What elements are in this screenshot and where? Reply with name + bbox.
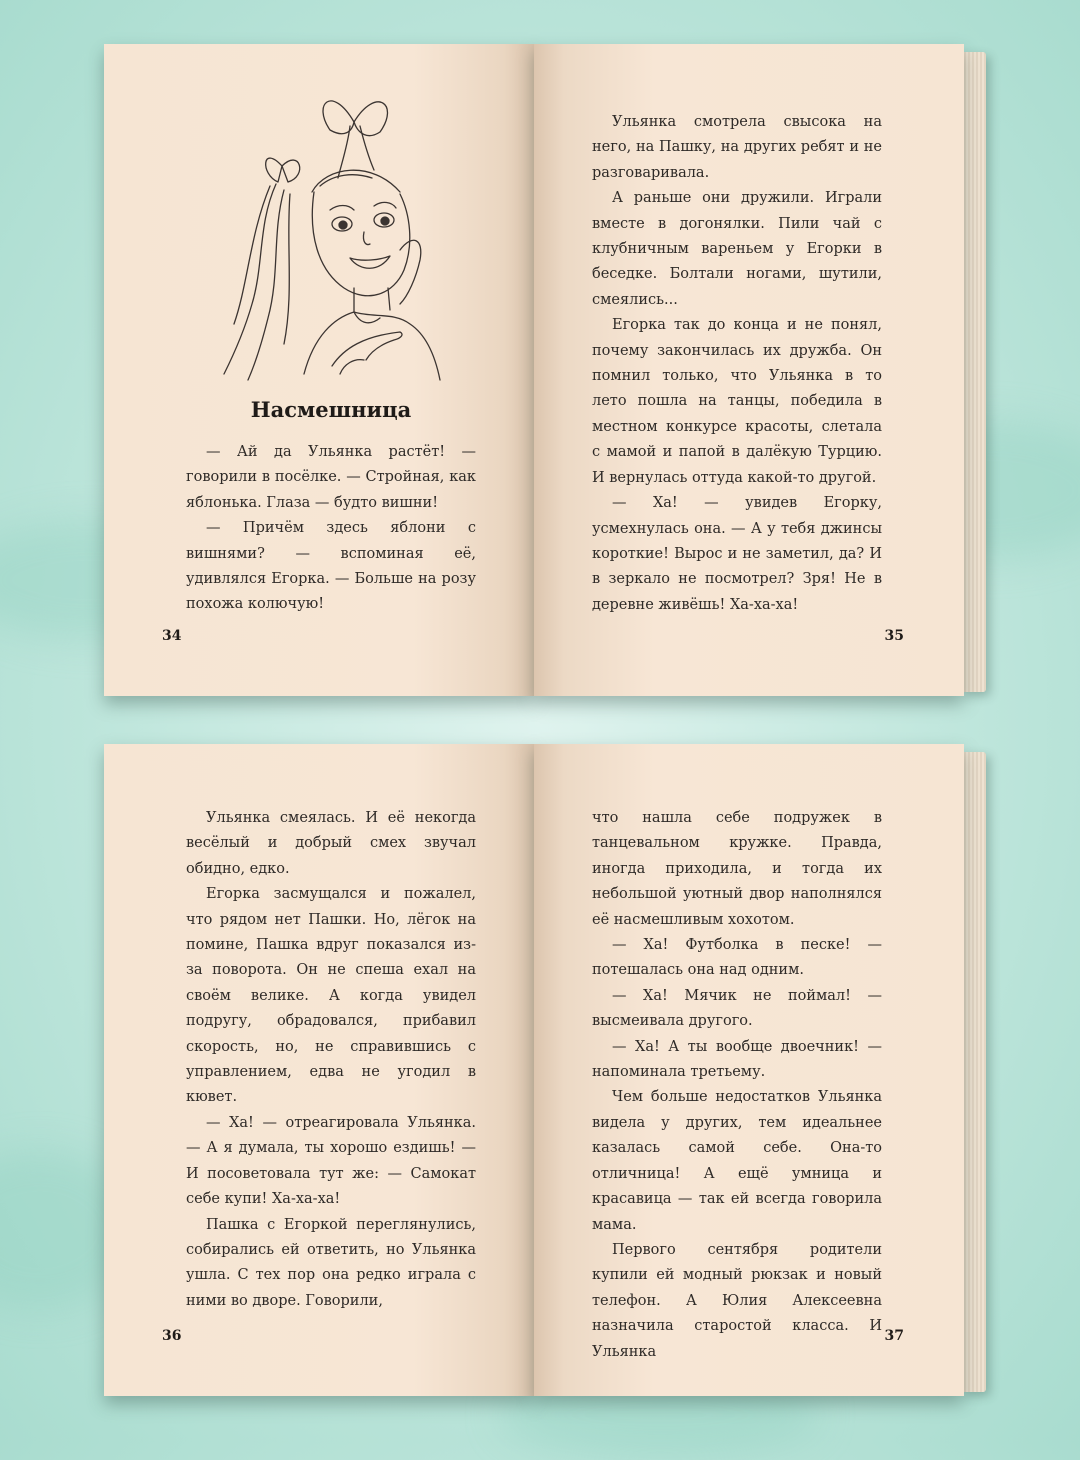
page-edges xyxy=(962,752,986,1392)
page-number: 36 xyxy=(162,1328,182,1344)
page-text xyxy=(592,806,882,1365)
page-number: 37 xyxy=(884,1328,904,1344)
paragraph: — Причём здесь яблони с вишнями? — вспоминая её, удивлялся Егорка. — Больше на розу похожа колючую! xyxy=(186,520,476,613)
page-edges xyxy=(962,52,986,692)
paragraph: Егорка засмущался и пожалел, что рядом нет Пашки. Но, лёгок на помине, Пашка вдруг показался из-за поворота. Он не спеша ехал на своём велике. А когда увидел подругу, обрадовался, прибавил скорость, но, не справившись с управлением, едва не угодил в кювет. xyxy=(186,886,476,1106)
paragraph: Первого сентября родители купили ей модный рюкзак и новый телефон. А Юлия Алексеевна назначила старостой класса. И Ульянка xyxy=(592,1241,882,1360)
paragraph: — Ха! Футболка в песке! — потешалась она над одним. xyxy=(592,937,882,979)
paragraph: Пашка с Егоркой переглянулись, собирались ей ответить, но Ульянка ушла. С тех пор она редко играла с ними во дворе. Говорили, xyxy=(186,1216,476,1309)
paragraph: Егорка так до конца и не понял, почему закончилась их дружба. Он помнил только, что Ульянка в то лето пошла на танцы, победила в местном конкурсе красоты, слетала с мамой и папой в далёкую Турцию. И вернулась оттуда какой-то другой. xyxy=(592,317,882,486)
paragraph: — Ха! Мячик не поймал! — высмеивала другого. xyxy=(592,987,882,1030)
page-number: 34 xyxy=(162,628,182,644)
page-number: 35 xyxy=(884,628,904,644)
page-text xyxy=(592,110,882,618)
page-text xyxy=(186,806,476,1314)
page-36 xyxy=(104,744,534,1396)
girl-illustration xyxy=(204,74,444,384)
paragraph: А раньше они дружили. Играли вместе в догонялки. Пили чай с клубничным вареньем у Егорки в беседке. Болтали ногами, шутили, смеялись... xyxy=(592,190,882,308)
paragraph: — Ха! — увидев Егорку, усмехнулась она. — А у тебя джинсы короткие! Вырос и не заметил, да? И в зеркало не посмотрел? Зря! Не в деревне живёшь! Ха-ха-ха! xyxy=(592,495,882,613)
paragraph: Ульянка смеялась. И её некогда весёлый и добрый смех звучал обидно, едко. xyxy=(186,810,476,877)
page-34 xyxy=(104,44,534,696)
paragraph: Чем больше недостатков Ульянка видела у других, тем идеальнее казалась самой себе. Она-то отличница! А ещё умница и красавица — так ей всегда говорила мама. xyxy=(592,1089,882,1233)
book-spread-bottom xyxy=(104,744,964,1396)
paragraph: — Ай да Ульянка растёт! — говорили в посёлке. — Стройная, как яблонька. Глаза — будто вишни! xyxy=(186,444,476,511)
page-35 xyxy=(534,44,964,696)
paragraph: Ульянка смотрела свысока на него, на Пашку, на других ребят и не разговаривала. xyxy=(592,114,882,181)
chapter-title: Насмешница xyxy=(250,397,412,422)
page-37 xyxy=(534,744,964,1396)
page-text xyxy=(186,440,476,618)
paragraph: — Ха! А ты вообще двоечник! — напоминала третьему. xyxy=(592,1038,882,1081)
book-spread-top xyxy=(104,44,964,696)
paragraph: — Ха! — отреагировала Ульянка. — А я думала, ты хорошо ездишь! — И посоветовала тут же: — Самокат себе купи! Ха-ха-ха! xyxy=(186,1114,476,1208)
paragraph: что нашла себе подружек в танцевальном кружке. Правда, иногда приходила, и тогда их небольшой уютный двор наполнялся её насмешливым хохотом. xyxy=(592,810,882,928)
